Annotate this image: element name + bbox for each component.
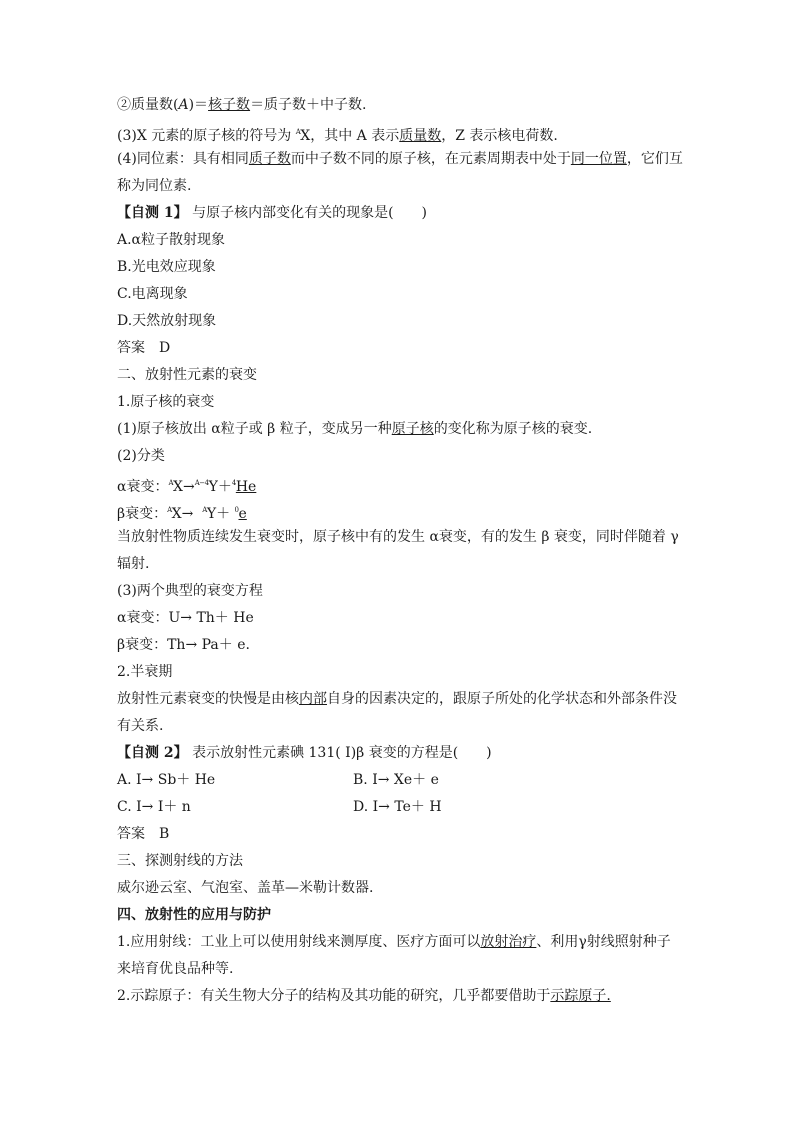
half-life-cont: 有关系. xyxy=(117,718,164,734)
text: 放射性元素衰变的快慢是由核 xyxy=(117,691,299,707)
underlined-term: 同一位置 xyxy=(570,151,627,167)
paragraph-cont: 辐射. xyxy=(117,556,150,572)
tracer-text xyxy=(117,983,679,1010)
section-heading: 二、放射性元素的衰变 xyxy=(117,367,257,383)
text: 而中子数不同的原子核，在元素周期表中处于 xyxy=(290,151,571,167)
text: α衰变： xyxy=(117,610,169,626)
text: ②质量数( xyxy=(117,97,179,113)
option-a: A. I→ Sb＋ He xyxy=(117,772,216,788)
sup: 4 xyxy=(231,479,236,487)
option-a: A.α粒子散射现象 xyxy=(117,232,226,248)
underlined-term: 示踪原子. xyxy=(550,988,611,1004)
self-test-1-stem xyxy=(117,200,679,227)
underlined-term: He xyxy=(235,479,257,495)
text: 2.示踪原子：有关生物大分子的结构及其功能的研究，几乎都要借助于 xyxy=(117,988,551,1004)
text: (3)X 元素的原子核的符号为 xyxy=(117,128,296,144)
text: X→ xyxy=(173,479,195,495)
sup: A xyxy=(202,506,207,514)
underlined-term: 内部 xyxy=(299,691,327,707)
typical-equations: (3)两个典型的衰变方程 xyxy=(117,583,263,599)
text: β衰变： xyxy=(117,506,168,522)
text: ，Z 表示核电荷数. xyxy=(441,128,558,144)
beta-decay-eq xyxy=(117,497,679,524)
text: 、利用γ射线照射种子 xyxy=(536,934,671,950)
text: A xyxy=(178,97,189,113)
self-test-2-stem xyxy=(117,740,679,767)
underlined-term: 放射治疗 xyxy=(480,934,537,950)
isotope-line-cont: 称为同位素. xyxy=(117,178,192,194)
answer: 答案 B xyxy=(117,826,170,842)
sup: 0 xyxy=(234,506,239,514)
text: Y＋ xyxy=(208,479,232,495)
text: (4)同位素：具有相同 xyxy=(117,151,249,167)
decay-definition xyxy=(117,416,679,443)
text: X→ xyxy=(171,506,194,522)
option-c: C. I→ I＋ n xyxy=(117,799,191,815)
alpha-decay-eq xyxy=(117,470,679,497)
sup: A xyxy=(168,479,174,487)
option-b: B. I→ Xe＋ e xyxy=(353,772,439,788)
subsection-heading: 2.半衰期 xyxy=(117,664,173,680)
self-test-tag: 【自测 2】 xyxy=(117,745,188,761)
question-stem: 与原子核内部变化有关的现象是( ) xyxy=(187,205,427,221)
self-test-tag: 【自测 1】 xyxy=(117,205,188,221)
options-row-1 xyxy=(117,767,679,794)
text: β衰变： xyxy=(117,637,168,653)
mass-number-sup: A xyxy=(295,128,301,136)
text: ＝质子数＋中子数. xyxy=(250,97,367,113)
underlined-term: 质子数 xyxy=(248,151,291,167)
text: )＝ xyxy=(188,97,209,113)
section-heading: 四、放射性的应用与防护 xyxy=(117,907,271,923)
classification: (2)分类 xyxy=(117,448,165,464)
option-c: C.电离现象 xyxy=(117,286,188,302)
underlined-term: e xyxy=(238,506,247,522)
text: α衰变： xyxy=(117,479,169,495)
equation: U→ Th＋ He xyxy=(168,610,254,626)
paragraph: 当放射性物质连续发生衰变时，原子核中有的发生 α衰变，有的发生 β 衰变，同时伴随着 γ xyxy=(117,529,679,545)
text: ，它们互 xyxy=(626,151,683,167)
subsection-heading: 1.原子核的衰变 xyxy=(117,394,215,410)
section-heading: 三、探测射线的方法 xyxy=(117,853,243,869)
sup: A xyxy=(167,506,172,514)
alpha-example xyxy=(117,605,679,632)
isotope-line xyxy=(117,146,683,173)
text: X，其中 A 表示 xyxy=(300,128,400,144)
option-d: D. I→ Te＋ H xyxy=(353,799,442,815)
nucleus-symbol-line xyxy=(117,119,679,146)
text: 1.应用射线：工业上可以使用射线来测厚度、医疗方面可以 xyxy=(117,934,481,950)
application-text xyxy=(117,929,679,956)
underlined-term: 核子数 xyxy=(208,97,251,113)
question-stem: 表示放射性元素碘 131( I)β 衰变的方程是( ) xyxy=(187,745,492,761)
half-life-text xyxy=(117,686,679,713)
beta-example xyxy=(117,632,679,659)
paragraph: 威尔逊云室、气泡室、盖革—米勒计数器. xyxy=(117,880,374,896)
option-d: D.天然放射现象 xyxy=(117,313,217,329)
option-b: B.光电效应现象 xyxy=(117,259,216,275)
text: (1)原子核放出 α粒子或 β 粒子，变成另一种 xyxy=(117,421,392,437)
text: Y＋ xyxy=(206,506,231,522)
document-page xyxy=(117,92,683,1010)
answer: 答案 D xyxy=(117,340,171,356)
application-cont: 来培育优良品种等. xyxy=(117,961,234,977)
mass-number-line xyxy=(117,92,679,119)
underlined-term: 原子核 xyxy=(391,421,434,437)
text: 的变化称为原子核的衰变. xyxy=(433,421,593,437)
sup: A−4 xyxy=(194,479,209,487)
underlined-term: 质量数 xyxy=(399,128,442,144)
equation: Th→ Pa＋ e. xyxy=(167,637,250,653)
options-row-2 xyxy=(117,794,679,821)
text: 自身的因素决定的，跟原子所处的化学状态和外部条件没 xyxy=(327,691,677,707)
